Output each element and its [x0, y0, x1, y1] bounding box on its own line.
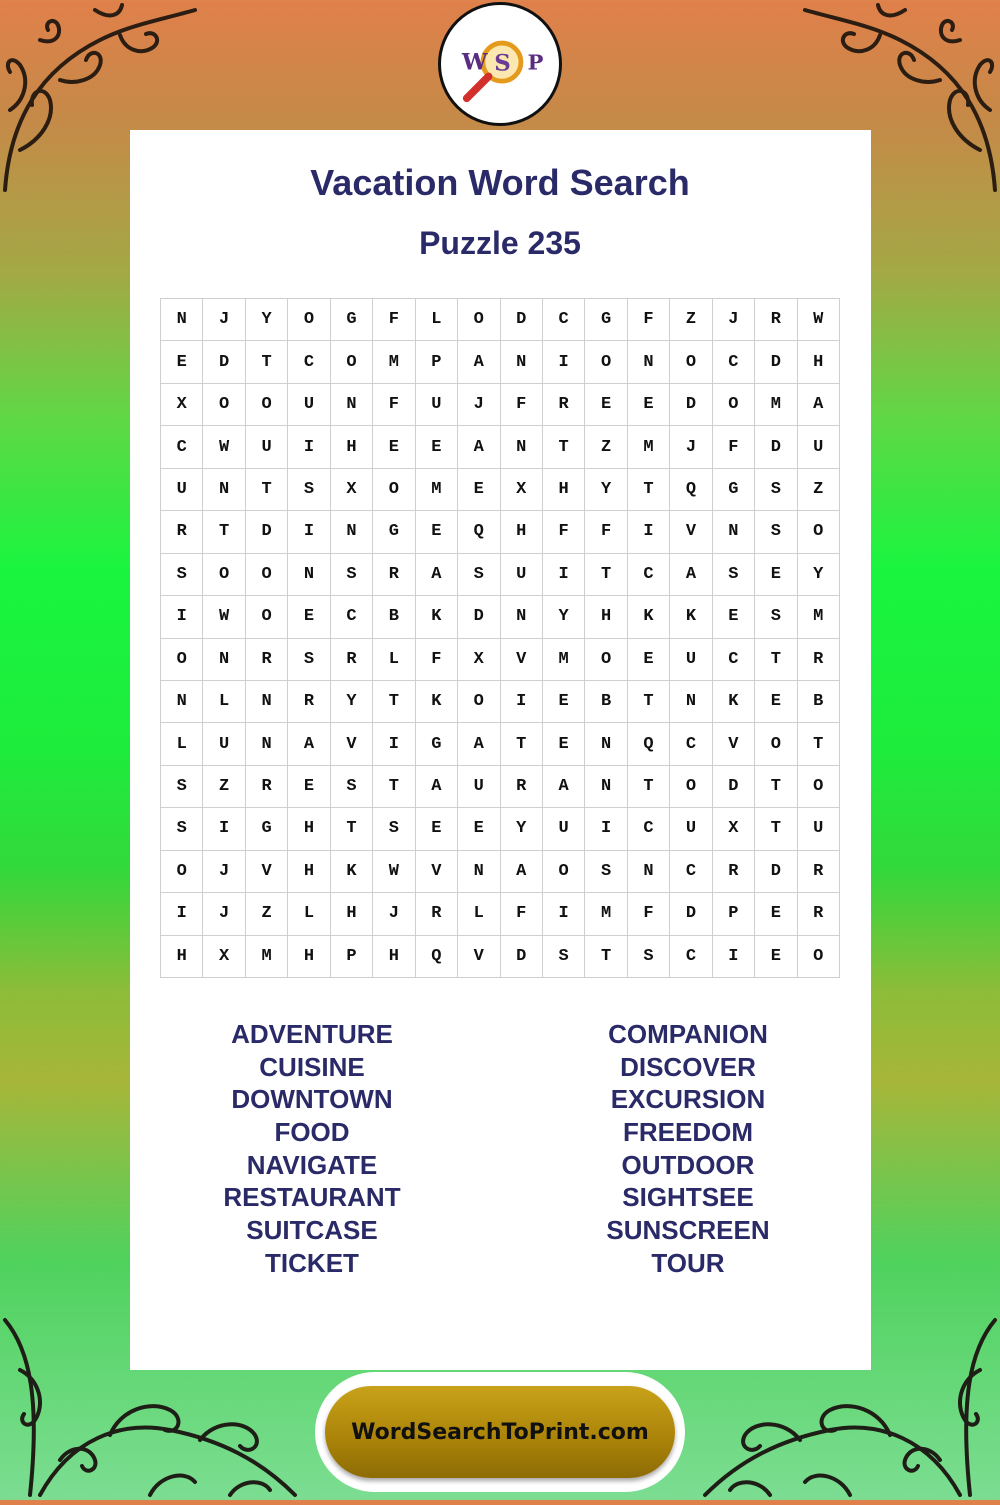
word-list-item: RESTAURANT: [223, 1182, 401, 1213]
grid-cell[interactable]: C: [628, 554, 670, 596]
grid-cell[interactable]: U: [543, 808, 585, 850]
grid-cell[interactable]: L: [161, 723, 203, 765]
grid-cell[interactable]: H: [585, 596, 627, 638]
grid-cell[interactable]: P: [416, 341, 458, 383]
grid-cell[interactable]: M: [798, 596, 840, 638]
grid-cell[interactable]: N: [203, 639, 245, 681]
grid-cell[interactable]: U: [288, 384, 330, 426]
grid-cell[interactable]: T: [373, 681, 415, 723]
grid-cell[interactable]: F: [501, 384, 543, 426]
grid-cell[interactable]: F: [628, 893, 670, 935]
grid-cell[interactable]: T: [798, 723, 840, 765]
grid-cell[interactable]: H: [501, 511, 543, 553]
grid-cell[interactable]: K: [628, 596, 670, 638]
grid-cell[interactable]: B: [373, 596, 415, 638]
grid-cell[interactable]: E: [628, 384, 670, 426]
grid-cell[interactable]: S: [755, 596, 797, 638]
grid-cell[interactable]: O: [458, 299, 500, 341]
grid-cell[interactable]: R: [288, 681, 330, 723]
grid-cell[interactable]: O: [798, 766, 840, 808]
grid-cell[interactable]: T: [628, 681, 670, 723]
grid-cell[interactable]: S: [713, 554, 755, 596]
grid-cell[interactable]: S: [373, 808, 415, 850]
grid-cell[interactable]: R: [416, 893, 458, 935]
grid-cell[interactable]: C: [670, 723, 712, 765]
grid-cell[interactable]: N: [246, 681, 288, 723]
word-list-item: FREEDOM: [623, 1117, 753, 1148]
grid-cell[interactable]: Z: [585, 426, 627, 468]
grid-cell[interactable]: E: [458, 808, 500, 850]
grid-cell[interactable]: V: [670, 511, 712, 553]
grid-cell[interactable]: F: [543, 511, 585, 553]
word-list-right: [538, 1018, 838, 1280]
grid-cell[interactable]: C: [161, 426, 203, 468]
grid-cell[interactable]: N: [161, 681, 203, 723]
grid-cell[interactable]: N: [288, 554, 330, 596]
grid-cell[interactable]: I: [203, 808, 245, 850]
grid-cell[interactable]: N: [161, 299, 203, 341]
grid-cell[interactable]: L: [416, 299, 458, 341]
word-list-item: SUNSCREEN: [606, 1215, 770, 1246]
grid-cell[interactable]: D: [501, 299, 543, 341]
grid-cell[interactable]: E: [628, 639, 670, 681]
grid-cell[interactable]: F: [713, 426, 755, 468]
grid-cell[interactable]: G: [246, 808, 288, 850]
grid-cell[interactable]: S: [628, 936, 670, 978]
grid-cell[interactable]: S: [161, 766, 203, 808]
grid-cell[interactable]: N: [713, 511, 755, 553]
grid-cell[interactable]: H: [373, 936, 415, 978]
grid-cell[interactable]: J: [713, 299, 755, 341]
grid-cell[interactable]: A: [798, 384, 840, 426]
grid-cell[interactable]: C: [543, 299, 585, 341]
grid-cell[interactable]: C: [331, 596, 373, 638]
grid-cell[interactable]: J: [373, 893, 415, 935]
grid-cell[interactable]: B: [798, 681, 840, 723]
grid-cell[interactable]: K: [670, 596, 712, 638]
grid-cell[interactable]: U: [416, 384, 458, 426]
grid-cell[interactable]: B: [585, 681, 627, 723]
grid-cell[interactable]: J: [203, 893, 245, 935]
grid-cell[interactable]: F: [628, 299, 670, 341]
grid-cell[interactable]: D: [755, 341, 797, 383]
grid-cell[interactable]: A: [501, 851, 543, 893]
word-list-item: COMPANION: [608, 1019, 768, 1049]
grid-cell[interactable]: Q: [628, 723, 670, 765]
grid-cell[interactable]: D: [203, 341, 245, 383]
grid-cell[interactable]: O: [203, 554, 245, 596]
grid-cell[interactable]: O: [161, 639, 203, 681]
grid-cell[interactable]: E: [416, 426, 458, 468]
grid-cell[interactable]: O: [373, 469, 415, 511]
grid-cell[interactable]: S: [288, 469, 330, 511]
grid-cell[interactable]: N: [585, 766, 627, 808]
grid-cell[interactable]: U: [203, 723, 245, 765]
grid-cell[interactable]: D: [670, 384, 712, 426]
grid-cell[interactable]: U: [458, 766, 500, 808]
grid-cell[interactable]: P: [713, 893, 755, 935]
grid-cell[interactable]: D: [246, 511, 288, 553]
grid-cell[interactable]: E: [755, 681, 797, 723]
grid-cell[interactable]: R: [543, 384, 585, 426]
grid-cell[interactable]: T: [755, 766, 797, 808]
grid-cell[interactable]: I: [543, 341, 585, 383]
grid-cell[interactable]: V: [458, 936, 500, 978]
grid-cell[interactable]: J: [203, 299, 245, 341]
grid-cell[interactable]: A: [458, 426, 500, 468]
grid-cell[interactable]: O: [670, 341, 712, 383]
grid-cell[interactable]: V: [416, 851, 458, 893]
grid-cell[interactable]: F: [416, 639, 458, 681]
grid-cell[interactable]: U: [246, 426, 288, 468]
grid-cell[interactable]: D: [670, 893, 712, 935]
grid-cell[interactable]: O: [161, 851, 203, 893]
grid-cell[interactable]: W: [798, 299, 840, 341]
grid-cell[interactable]: S: [543, 936, 585, 978]
grid-cell[interactable]: V: [713, 723, 755, 765]
grid-cell[interactable]: C: [713, 639, 755, 681]
grid-cell[interactable]: L: [203, 681, 245, 723]
grid-cell[interactable]: H: [161, 936, 203, 978]
grid-cell[interactable]: H: [543, 469, 585, 511]
grid-cell[interactable]: D: [755, 851, 797, 893]
word-list-item: ADVENTURE: [231, 1019, 393, 1049]
grid-cell[interactable]: E: [416, 808, 458, 850]
grid-cell[interactable]: N: [501, 426, 543, 468]
grid-cell[interactable]: S: [755, 511, 797, 553]
page-title: Vacation Word Search: [310, 162, 690, 203]
grid-cell[interactable]: O: [798, 936, 840, 978]
grid-cell[interactable]: C: [670, 936, 712, 978]
grid-cell[interactable]: X: [713, 808, 755, 850]
grid-cell[interactable]: H: [288, 808, 330, 850]
grid-cell[interactable]: E: [755, 554, 797, 596]
grid-cell[interactable]: Q: [416, 936, 458, 978]
grid-cell[interactable]: R: [501, 766, 543, 808]
wsp-logo[interactable]: [438, 2, 562, 126]
grid-cell[interactable]: S: [161, 554, 203, 596]
grid-cell[interactable]: O: [246, 384, 288, 426]
grid-cell[interactable]: I: [628, 511, 670, 553]
word-list-item: SIGHTSEE: [622, 1182, 754, 1213]
grid-cell[interactable]: J: [670, 426, 712, 468]
grid-cell[interactable]: A: [416, 554, 458, 596]
grid-cell[interactable]: X: [501, 469, 543, 511]
word-list-item: NAVIGATE: [246, 1149, 378, 1180]
grid-cell[interactable]: U: [501, 554, 543, 596]
grid-cell[interactable]: O: [585, 639, 627, 681]
grid-cell[interactable]: H: [798, 341, 840, 383]
grid-cell[interactable]: G: [585, 299, 627, 341]
grid-cell[interactable]: E: [161, 341, 203, 383]
grid-cell[interactable]: T: [628, 469, 670, 511]
grid-cell[interactable]: U: [670, 808, 712, 850]
grid-cell[interactable]: X: [331, 469, 373, 511]
grid-cell[interactable]: R: [161, 511, 203, 553]
grid-cell[interactable]: X: [203, 936, 245, 978]
grid-cell[interactable]: I: [713, 936, 755, 978]
grid-cell[interactable]: E: [585, 384, 627, 426]
grid-cell[interactable]: O: [670, 766, 712, 808]
grid-cell[interactable]: E: [288, 766, 330, 808]
grid-cell[interactable]: R: [713, 851, 755, 893]
grid-cell[interactable]: A: [458, 723, 500, 765]
grid-cell[interactable]: E: [288, 596, 330, 638]
grid-cell[interactable]: O: [246, 554, 288, 596]
grid-cell[interactable]: X: [458, 639, 500, 681]
grid-cell[interactable]: C: [713, 341, 755, 383]
grid-cell[interactable]: R: [246, 766, 288, 808]
grid-cell[interactable]: E: [373, 426, 415, 468]
grid-cell[interactable]: O: [713, 384, 755, 426]
grid-cell[interactable]: O: [203, 384, 245, 426]
word-list-left: [162, 1018, 462, 1280]
grid-cell[interactable]: Q: [458, 511, 500, 553]
grid-cell[interactable]: O: [458, 681, 500, 723]
grid-cell[interactable]: T: [331, 808, 373, 850]
grid-cell[interactable]: O: [798, 511, 840, 553]
grid-cell[interactable]: N: [501, 341, 543, 383]
website-button[interactable]: [325, 1386, 675, 1478]
grid-cell[interactable]: F: [585, 511, 627, 553]
grid-cell[interactable]: A: [670, 554, 712, 596]
grid-cell[interactable]: M: [373, 341, 415, 383]
grid-cell[interactable]: U: [161, 469, 203, 511]
website-label: WordSearchToPrint.com: [351, 1419, 649, 1445]
grid-cell[interactable]: N: [670, 681, 712, 723]
word-list-item: CUISINE: [259, 1051, 365, 1082]
grid-cell[interactable]: N: [628, 851, 670, 893]
grid-cell[interactable]: T: [585, 554, 627, 596]
grid-cell[interactable]: C: [628, 808, 670, 850]
grid-cell[interactable]: N: [331, 384, 373, 426]
grid-cell[interactable]: R: [798, 639, 840, 681]
grid-cell[interactable]: F: [373, 299, 415, 341]
grid-cell[interactable]: E: [458, 469, 500, 511]
grid-cell[interactable]: E: [543, 723, 585, 765]
grid-cell[interactable]: H: [331, 426, 373, 468]
grid-cell[interactable]: Z: [798, 469, 840, 511]
grid-cell[interactable]: I: [501, 681, 543, 723]
grid-cell[interactable]: Q: [670, 469, 712, 511]
grid-cell[interactable]: X: [161, 384, 203, 426]
grid-cell[interactable]: O: [331, 341, 373, 383]
word-list-item: SUITCASE: [246, 1215, 378, 1246]
grid-cell[interactable]: S: [331, 766, 373, 808]
grid-cell[interactable]: R: [798, 893, 840, 935]
grid-cell[interactable]: G: [331, 299, 373, 341]
grid-cell[interactable]: M: [585, 893, 627, 935]
grid-cell[interactable]: U: [670, 639, 712, 681]
grid-cell[interactable]: E: [713, 596, 755, 638]
grid-cell[interactable]: T: [246, 469, 288, 511]
grid-cell[interactable]: N: [628, 341, 670, 383]
logo-letter-p: P: [527, 49, 544, 75]
grid-cell[interactable]: Y: [246, 299, 288, 341]
grid-cell[interactable]: I: [543, 893, 585, 935]
grid-cell[interactable]: L: [373, 639, 415, 681]
grid-cell[interactable]: V: [246, 851, 288, 893]
grid-cell[interactable]: T: [501, 723, 543, 765]
grid-cell[interactable]: R: [246, 639, 288, 681]
word-list-item: TICKET: [265, 1247, 359, 1278]
letter-grid: [160, 298, 840, 978]
word-list-item: EXCURSION: [610, 1084, 766, 1115]
grid-cell[interactable]: M: [628, 426, 670, 468]
grid-cell[interactable]: R: [798, 851, 840, 893]
grid-cell[interactable]: K: [331, 851, 373, 893]
grid-cell[interactable]: M: [543, 639, 585, 681]
grid-cell[interactable]: H: [331, 893, 373, 935]
grid-cell[interactable]: O: [288, 299, 330, 341]
grid-cell[interactable]: R: [755, 299, 797, 341]
grid-cell[interactable]: D: [713, 766, 755, 808]
grid-cell[interactable]: A: [543, 766, 585, 808]
grid-cell[interactable]: A: [416, 766, 458, 808]
grid-cell[interactable]: Y: [501, 808, 543, 850]
grid-cell[interactable]: G: [373, 511, 415, 553]
grid-cell[interactable]: I: [161, 596, 203, 638]
grid-cell[interactable]: S: [331, 554, 373, 596]
grid-cell[interactable]: Y: [798, 554, 840, 596]
grid-cell[interactable]: U: [798, 808, 840, 850]
grid-cell[interactable]: M: [246, 936, 288, 978]
grid-cell[interactable]: H: [288, 936, 330, 978]
grid-cell[interactable]: Y: [543, 596, 585, 638]
grid-cell[interactable]: Z: [246, 893, 288, 935]
grid-cell[interactable]: M: [416, 469, 458, 511]
grid-cell[interactable]: T: [628, 766, 670, 808]
word-list-item: TOUR: [651, 1247, 725, 1278]
grid-cell[interactable]: E: [543, 681, 585, 723]
grid-cell[interactable]: V: [331, 723, 373, 765]
grid-cell[interactable]: P: [331, 936, 373, 978]
grid-cell[interactable]: N: [501, 596, 543, 638]
grid-cell[interactable]: I: [373, 723, 415, 765]
grid-cell[interactable]: F: [373, 384, 415, 426]
grid-cell[interactable]: O: [755, 723, 797, 765]
grid-cell[interactable]: T: [585, 936, 627, 978]
grid-cell[interactable]: F: [501, 893, 543, 935]
grid-cell[interactable]: H: [288, 851, 330, 893]
grid-cell[interactable]: E: [416, 511, 458, 553]
word-list-item: DISCOVER: [620, 1051, 756, 1082]
grid-cell[interactable]: G: [713, 469, 755, 511]
grid-cell[interactable]: D: [458, 596, 500, 638]
grid-cell[interactable]: C: [670, 851, 712, 893]
grid-cell[interactable]: L: [288, 893, 330, 935]
grid-cell[interactable]: N: [203, 469, 245, 511]
grid-cell[interactable]: T: [373, 766, 415, 808]
grid-cell[interactable]: S: [755, 469, 797, 511]
grid-cell[interactable]: O: [543, 851, 585, 893]
grid-cell[interactable]: T: [203, 511, 245, 553]
grid-cell[interactable]: A: [458, 341, 500, 383]
logo-letter-s: S: [494, 50, 511, 77]
grid-cell[interactable]: I: [161, 893, 203, 935]
grid-cell[interactable]: O: [585, 341, 627, 383]
grid-cell[interactable]: U: [798, 426, 840, 468]
grid-cell[interactable]: D: [501, 936, 543, 978]
logo-letter-w: W: [461, 49, 488, 76]
grid-cell[interactable]: I: [288, 426, 330, 468]
grid-cell[interactable]: D: [755, 426, 797, 468]
grid-cell[interactable]: J: [458, 384, 500, 426]
grid-cell[interactable]: R: [331, 639, 373, 681]
grid-cell[interactable]: T: [246, 341, 288, 383]
grid-cell[interactable]: Z: [203, 766, 245, 808]
grid-cell[interactable]: E: [755, 893, 797, 935]
grid-cell[interactable]: Y: [585, 469, 627, 511]
grid-cell[interactable]: Z: [670, 299, 712, 341]
grid-cell[interactable]: L: [458, 893, 500, 935]
grid-cell[interactable]: W: [373, 851, 415, 893]
grid-cell[interactable]: S: [161, 808, 203, 850]
grid-cell[interactable]: T: [755, 639, 797, 681]
grid-cell[interactable]: S: [585, 851, 627, 893]
grid-cell[interactable]: K: [416, 681, 458, 723]
grid-cell[interactable]: T: [543, 426, 585, 468]
word-list-item: OUTDOOR: [621, 1149, 755, 1180]
grid-cell[interactable]: T: [755, 808, 797, 850]
grid-cell[interactable]: N: [458, 851, 500, 893]
grid-cell[interactable]: V: [501, 639, 543, 681]
grid-cell[interactable]: N: [585, 723, 627, 765]
grid-cell[interactable]: N: [246, 723, 288, 765]
grid-cell[interactable]: E: [755, 936, 797, 978]
grid-cell[interactable]: W: [203, 426, 245, 468]
grid-cell[interactable]: M: [755, 384, 797, 426]
grid-cell[interactable]: G: [416, 723, 458, 765]
grid-cell[interactable]: O: [246, 596, 288, 638]
grid-cell[interactable]: Y: [331, 681, 373, 723]
grid-cell[interactable]: K: [713, 681, 755, 723]
grid-cell[interactable]: S: [458, 554, 500, 596]
grid-cell[interactable]: I: [288, 511, 330, 553]
grid-cell[interactable]: R: [373, 554, 415, 596]
grid-cell[interactable]: W: [203, 596, 245, 638]
grid-cell[interactable]: N: [331, 511, 373, 553]
grid-cell[interactable]: I: [543, 554, 585, 596]
grid-cell[interactable]: K: [416, 596, 458, 638]
footer: [315, 1372, 685, 1492]
word-list-item: FOOD: [274, 1117, 350, 1148]
grid-cell[interactable]: S: [288, 639, 330, 681]
puzzle-number: Puzzle 235: [419, 225, 581, 261]
word-list-item: DOWNTOWN: [231, 1084, 393, 1115]
grid-cell[interactable]: J: [203, 851, 245, 893]
grid-cell[interactable]: A: [288, 723, 330, 765]
grid-cell[interactable]: C: [288, 341, 330, 383]
grid-cell[interactable]: I: [585, 808, 627, 850]
